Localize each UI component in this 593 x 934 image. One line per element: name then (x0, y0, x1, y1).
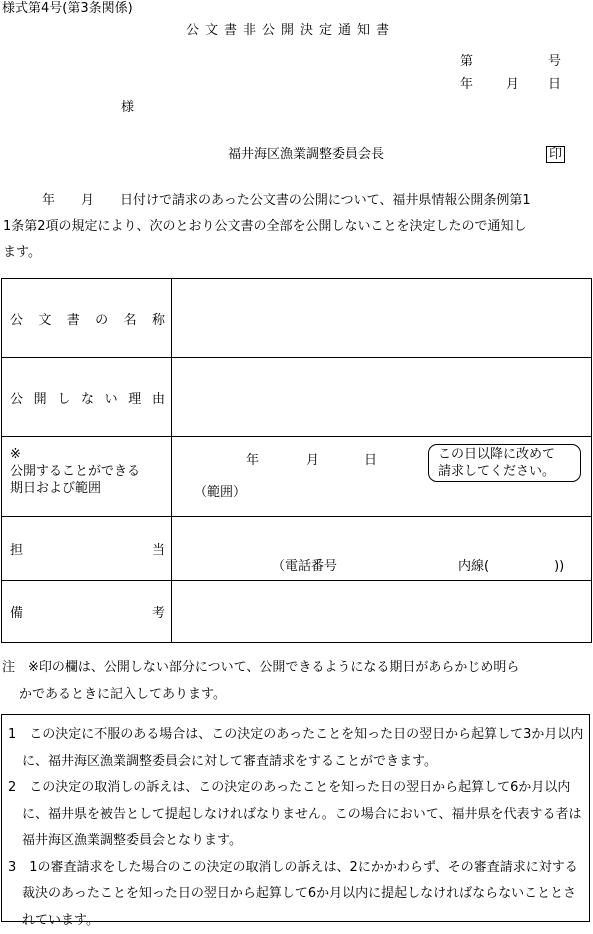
row-remarks (2, 581, 592, 643)
seal-mark: 印 (546, 146, 565, 163)
date-month: 月 (506, 78, 519, 91)
phone-label: （電話番号 (272, 560, 337, 573)
disclosure-day: 日 (364, 454, 377, 467)
footnote (2, 654, 590, 708)
label-cell (2, 437, 172, 517)
addressee-suffix: 様 (121, 101, 134, 114)
row-contact (2, 517, 592, 581)
number-go: 号 (548, 55, 561, 68)
instruction-item-1: 1 この決定に不服のある場合は、この決定のあったことを知った日の翌日から起算して3か月以内に、福井海区漁業調整委員会に対して審査請求をすることができます。 (8, 722, 585, 775)
instructions-box (1, 714, 590, 922)
footnote-line-1: 注 ※印の欄は、公開しない部分について、公開できるようになる期日があらかじめ明ら (2, 654, 590, 681)
decision-table (1, 278, 592, 643)
body-line-1: 年 月 日付けで請求のあった公文書の公開について、福井県情報公開条例第1 (42, 193, 531, 208)
label-disclosure-line2: 期日および範囲 (10, 480, 171, 497)
issuer-name: 福井海区漁業調整委員会長 (228, 148, 384, 161)
label-contact: 担 当 (2, 539, 171, 558)
note-line-1: この日以降に改めて (438, 446, 555, 463)
extension-label: 内線( )) (458, 560, 564, 573)
footnote-line-2: かであるときに記入してあります。 (2, 681, 590, 708)
label-reason: 公 開 し な い 理 由 (2, 388, 171, 407)
label-document-name: 公 文 書 の 名 称 (2, 309, 171, 328)
body-paragraph (3, 188, 591, 266)
label-remarks: 備 考 (2, 602, 171, 621)
value-remarks[interactable] (172, 581, 592, 643)
label-disclosure-line1: 公開することができる (10, 463, 171, 480)
value-disclosure-date[interactable] (172, 437, 592, 517)
label-cell (2, 358, 172, 437)
body-line-2: 1条第2項の規定により、次のとおり公文書の全部を公開しないことを決定したので通知し (3, 214, 591, 240)
instruction-item-3: 3 1の審査請求をした場合のこの決定の取消しの訴えは、2にかかわらず、その審査請求に対する裁決のあったことを知った日の翌日から起算して6か月以内に提起しなければならないこととされています。 (8, 855, 585, 934)
note-text (436, 446, 557, 480)
label-cell (2, 581, 172, 643)
note-line-2: 請求してください。 (438, 463, 555, 480)
body-line-3: ます。 (3, 240, 591, 266)
form-number: 様式第4号(第3条関係) (2, 2, 133, 15)
disclosure-month: 月 (306, 454, 319, 467)
value-reason[interactable] (172, 358, 592, 437)
number-dai: 第 (460, 55, 473, 68)
row-disclosure-date (2, 437, 592, 517)
label-mark: ※ (10, 446, 171, 463)
date-year: 年 (460, 78, 473, 91)
row-reason (2, 358, 592, 437)
row-document-name (2, 279, 592, 358)
date-day: 日 (548, 78, 561, 91)
value-document-name[interactable] (172, 279, 592, 358)
range-label: （範囲） (194, 486, 246, 499)
label-cell (2, 517, 172, 581)
label-cell (2, 279, 172, 358)
value-contact[interactable] (172, 517, 592, 581)
document-title: 公文書非公開決定通知書 (186, 24, 395, 37)
disclosure-year: 年 (246, 454, 259, 467)
instruction-item-2: 2 この決定の取消しの訴えは、この決定のあったことを知った日の翌日から起算して6か月以内に、福井県を被告として提起しなければなりません。この場合において、福井県を代表する者は福井海区漁業調整委員会となります。 (8, 775, 585, 855)
